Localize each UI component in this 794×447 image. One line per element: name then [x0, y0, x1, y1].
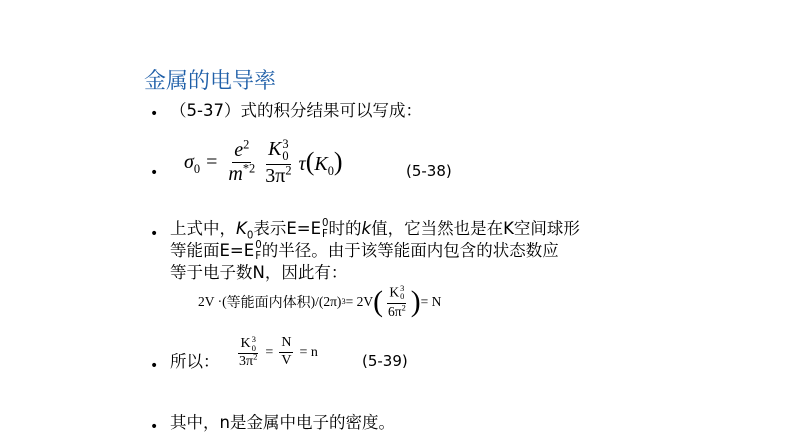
fraction-k03-over-3pi2: K 3 0 $3\pi^2$: [239, 334, 258, 370]
bullet-3-line-3: 等于电子数N，因此有：: [170, 263, 348, 282]
bullet-marker: •: [150, 358, 159, 374]
equation-5-38: [184, 138, 343, 187]
equals-sign: =: [206, 150, 218, 173]
fraction-n-over-v: $\frac{N}{V}$: [281, 335, 292, 369]
equation-number-5-39: (5-39): [362, 352, 408, 370]
bullet-marker: •: [150, 106, 159, 122]
bullet-3-line-1: 上式中，$K_0$表示E=E 0 F 时的k值，它当然也是在K空间球形: [170, 218, 580, 242]
equation-number-5-38: (5-38): [406, 162, 452, 180]
fraction-e2-over-m: $\frac{e^2}{m^{*2}}$: [228, 137, 256, 185]
tau-function: $\tau(K_0)$: [298, 147, 343, 179]
bullet-4-label: 所以：: [170, 352, 220, 371]
fraction-k03-over-6pi2: K 3 0 $6\pi^2$: [388, 284, 406, 319]
bullet-marker: •: [150, 165, 159, 181]
bullet-1-text: （5-37）式的积分结果可以写成：: [170, 101, 422, 120]
sigma-symbol: $\sigma_0$: [184, 150, 201, 176]
equation-state-count: 2V ·( 等能面内体积 )/(2π) 3 = 2V ( K 3 0 $6\pi^2$ ) = N: [198, 284, 442, 319]
bullet-marker: •: [150, 226, 159, 242]
bullet-3-line-2: 等能面E=E 0 F 的半径。由于该等能面内包含的状态数应: [170, 240, 559, 262]
equation-5-39: K 3 0 $3\pi^2$ = $\frac{N}{V}$ = n: [239, 334, 318, 370]
fraction-k03-over-3pi2: K 3 0 $3\pi^2$: [265, 137, 292, 187]
bullet-5-text: 其中，n是金属中电子的密度。: [170, 413, 395, 432]
bullet-marker: •: [150, 419, 159, 435]
slide-title: 金属的电导率: [144, 69, 277, 94]
